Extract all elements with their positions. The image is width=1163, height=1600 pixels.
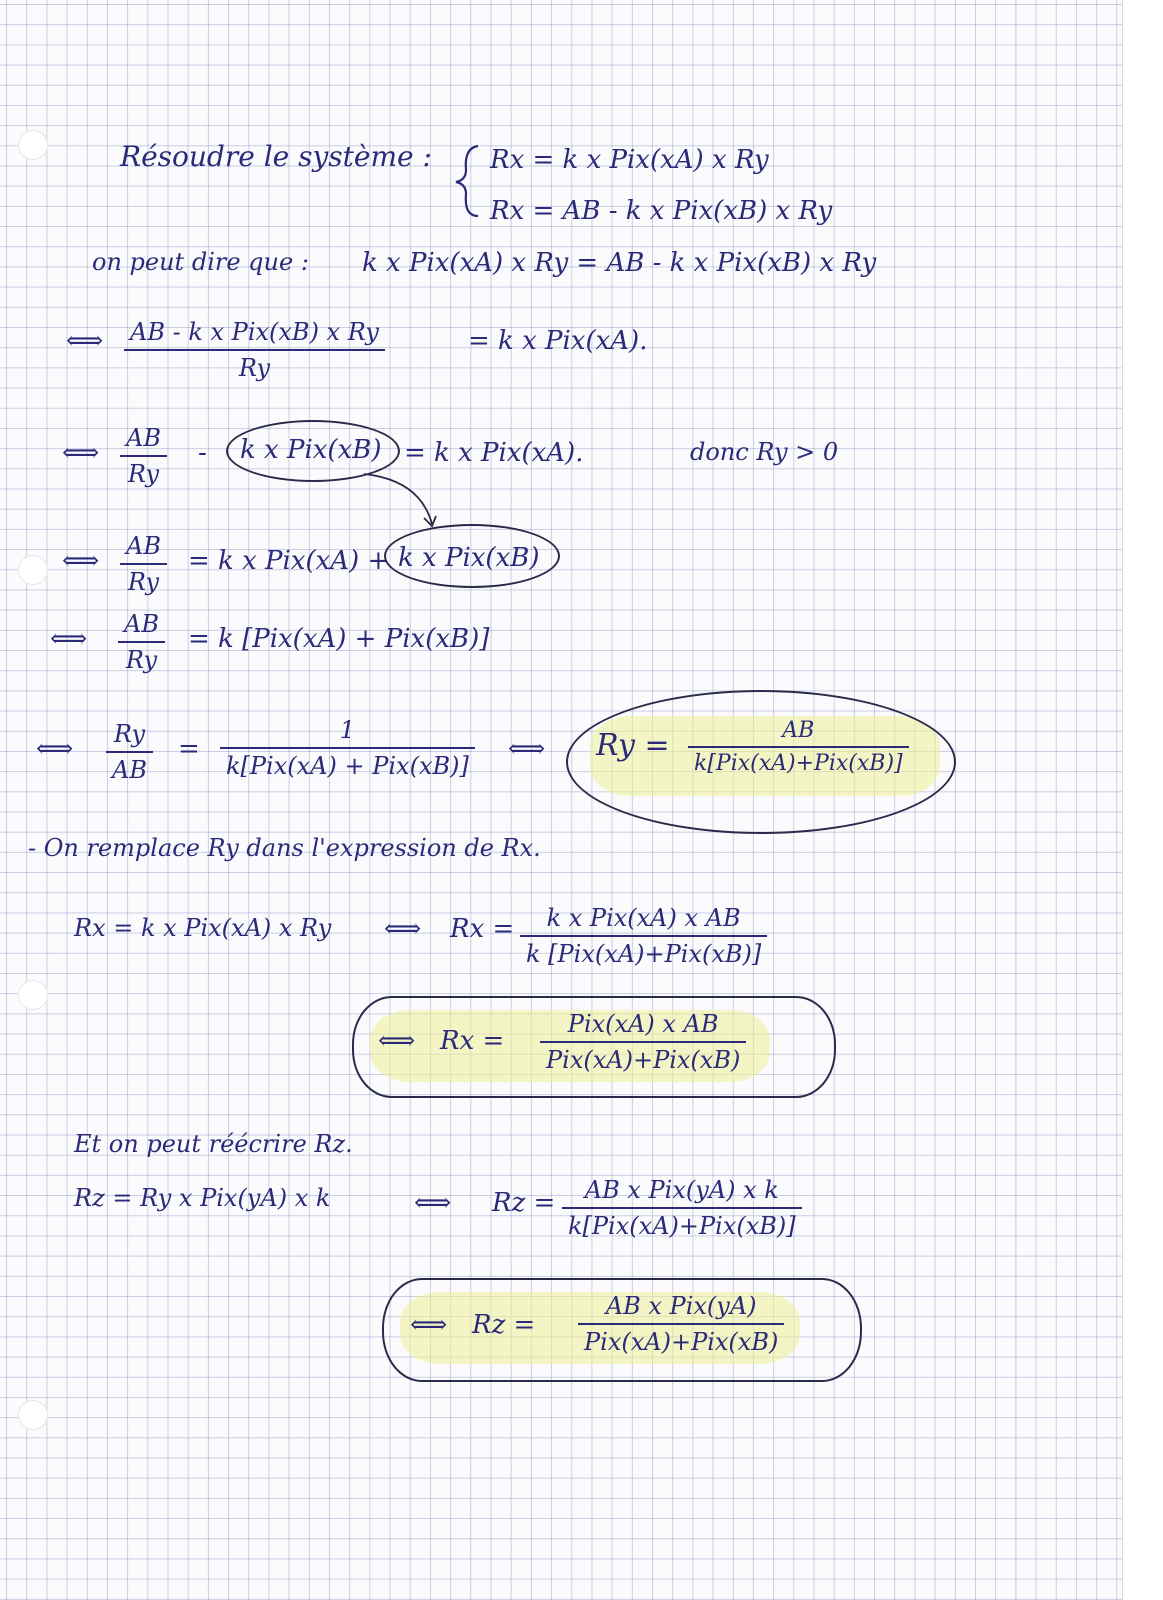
- step4-numerator: AB: [124, 610, 159, 638]
- step0-equation: k x Pix(xA) x Ry = AB - k x Pix(xB) x Ry: [362, 248, 877, 278]
- step5-arrow: ⟺: [36, 734, 74, 764]
- step2-rhs: = k x Pix(xA).: [404, 438, 584, 468]
- system-equation-1: Rx = k x Pix(xA) x Ry: [490, 145, 769, 175]
- step10-fraction: [562, 1176, 802, 1240]
- step3-circled-term: k x Pix(xB): [398, 543, 540, 573]
- step11-denominator: Pix(xA)+Pix(xB): [578, 1323, 784, 1356]
- step1-arrow: ⟺: [66, 326, 104, 356]
- punch-hole: [18, 1400, 48, 1430]
- step2-fraction: [120, 424, 167, 488]
- step1-numerator: AB - k x Pix(xB) x Ry: [130, 318, 379, 346]
- step5-fraction: [106, 720, 153, 784]
- system-equation-2: Rx = AB - k x Pix(xB) x Ry: [490, 196, 833, 226]
- step7-numerator: k x Pix(xA) x AB: [546, 904, 741, 932]
- step3-fraction: [120, 532, 167, 596]
- step7-fraction: [520, 904, 767, 968]
- step2-arrow: ⟺: [62, 438, 100, 468]
- result-ry-numerator: AB: [782, 718, 815, 743]
- step1-rhs: = k x Pix(xA).: [468, 326, 648, 356]
- step7-lhs: Rx = k x Pix(xA) x Ry: [74, 914, 332, 942]
- step11-numerator: AB x Pix(yA): [605, 1292, 757, 1320]
- step8-denominator: Pix(xA)+Pix(xB): [540, 1041, 746, 1074]
- step5-denominator: AB: [106, 751, 153, 784]
- step10-arrow: ⟺: [414, 1188, 452, 1218]
- step5-numerator: Ry: [113, 720, 146, 748]
- step10-numerator: AB x Pix(yA) x k: [584, 1176, 779, 1204]
- step0-text: on peut dire que :: [92, 248, 309, 276]
- step2-note: donc Ry > 0: [690, 438, 839, 466]
- punch-hole: [18, 130, 48, 160]
- step11-fraction: [578, 1292, 784, 1356]
- step5-arrow-2: ⟺: [508, 734, 546, 764]
- step10-denominator: k[Pix(xA)+Pix(xB)]: [562, 1207, 802, 1240]
- step4-fraction: [118, 610, 165, 674]
- step8-arrow: ⟺: [378, 1026, 416, 1056]
- step10-lhs: Rz = Ry x Pix(yA) x k: [74, 1184, 331, 1212]
- result-ry-lhs: Ry =: [596, 728, 670, 763]
- step2-numerator: AB: [126, 424, 161, 452]
- step11-lhs: Rz =: [472, 1310, 536, 1340]
- system-brace: [452, 140, 482, 220]
- step4-denominator: Ry: [118, 641, 165, 674]
- step9-text: Et on peut réécrire Rz.: [74, 1130, 353, 1158]
- step8-lhs: Rx =: [440, 1026, 505, 1056]
- step5-denominator-2: k[Pix(xA) + Pix(xB)]: [220, 747, 475, 780]
- step2-minus: -: [198, 438, 207, 468]
- step5-equals: =: [178, 734, 200, 764]
- step3-arrow: ⟺: [62, 546, 100, 576]
- step4-arrow: ⟺: [50, 624, 88, 654]
- step8-numerator: Pix(xA) x AB: [567, 1010, 719, 1038]
- result-ry-fraction: [688, 718, 909, 776]
- step4-rhs: = k [Pix(xA) + Pix(xB)]: [188, 624, 490, 654]
- step7-lhs-2: Rx =: [450, 914, 515, 944]
- step11-arrow: ⟺: [410, 1310, 448, 1340]
- punch-hole: [18, 555, 48, 585]
- step1-fraction: [124, 318, 385, 382]
- punch-hole: [18, 980, 48, 1010]
- step3-denominator: Ry: [120, 563, 167, 596]
- step5-fraction-2: [220, 716, 475, 780]
- step8-fraction: [540, 1010, 746, 1074]
- result-ry-denominator: k[Pix(xA)+Pix(xB)]: [688, 746, 909, 776]
- step2-denominator: Ry: [120, 455, 167, 488]
- step2-circled-term: k x Pix(xB): [240, 435, 382, 465]
- step6-text: - On remplace Ry dans l'expression de Rx.: [28, 834, 541, 862]
- step10-lhs-2: Rz =: [492, 1188, 556, 1218]
- step5-numerator-2: 1: [339, 716, 356, 744]
- step3-numerator: AB: [126, 532, 161, 560]
- step7-denominator: k [Pix(xA)+Pix(xB)]: [520, 935, 767, 968]
- step1-denominator: Ry: [124, 349, 385, 382]
- step3-rhs: = k x Pix(xA) +: [188, 546, 390, 576]
- step7-arrow: ⟺: [384, 914, 422, 944]
- intro-label: Résoudre le système :: [120, 140, 432, 173]
